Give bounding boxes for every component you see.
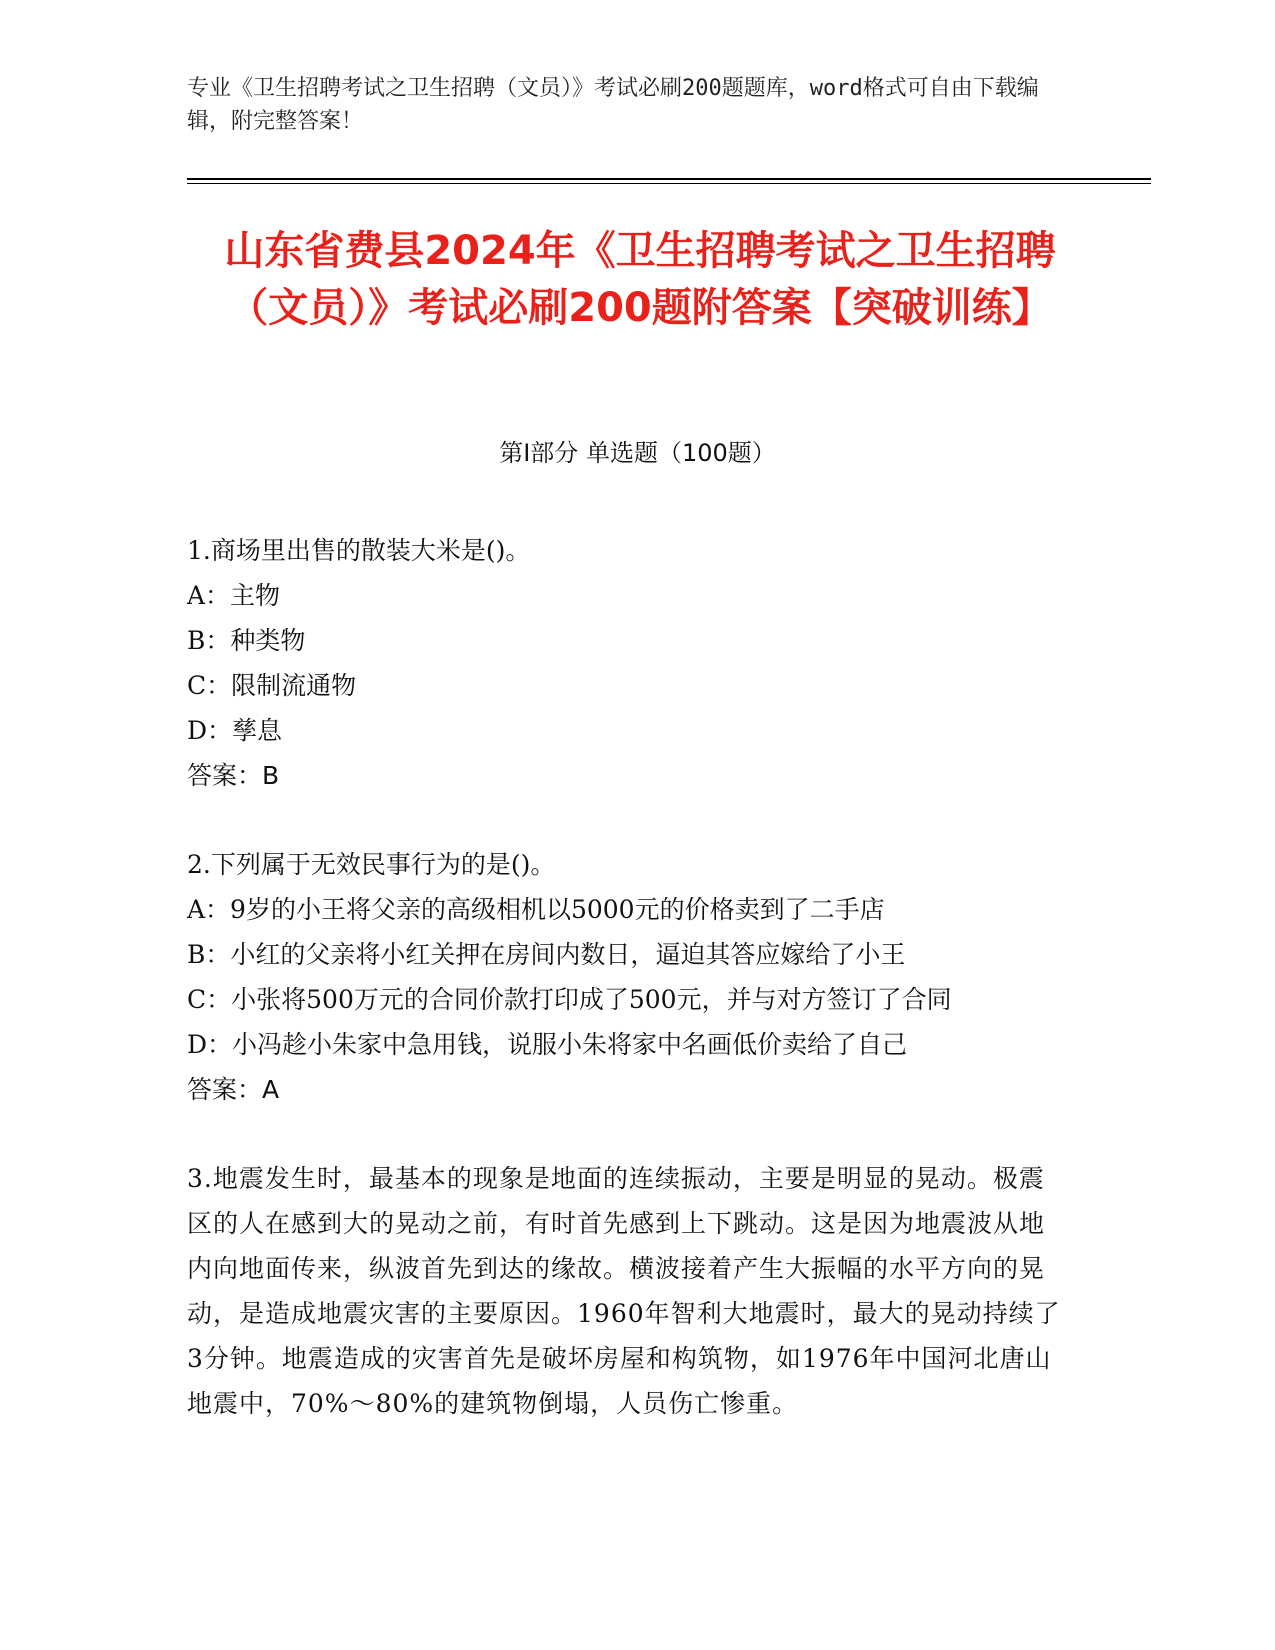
question-3 — [187, 1156, 1087, 1426]
question-text: 1.商场里出售的散装大米是()。 — [187, 536, 531, 565]
header-note: 专业《卫生招聘考试之卫生招聘（文员）》考试必刷200题题库，word格式可自由下载编辑，附完整答案！ — [187, 76, 1039, 134]
section-title: 第I部分 单选题（100题） — [499, 439, 776, 467]
header-divider-thin — [187, 183, 1151, 184]
question-text: 3.地震发生时，最基本的现象是地面的连续振动，主要是明显的晃动。极震区的人在感到大的晃动之前，有时首先感到上下跳动。这是因为地震波从地内向地面传来，纵波首先到达的缘故。横波接着产生大振幅的水平方向的晃动，是造成地震灾害的主要原因。1960年智利大地震时，最大的晃动持续了3分钟。地震造成的灾害首先是破坏房屋和构筑物，如1976年中国河北唐山地震中，70%～80%的建筑物倒塌，人员伤亡惨重。 — [187, 1164, 1061, 1418]
document-title: 山东省费县2024年《卫生招聘考试之卫生招聘（文员）》考试必刷200题附答案【突破训练】 — [224, 228, 1056, 331]
answer: 答案：B — [187, 761, 280, 790]
option-c: C：小张将500万元的合同价款打印成了500元，并与对方签订了合同 — [187, 985, 952, 1014]
option-c: C：限制流通物 — [187, 671, 357, 700]
option-a: A：9岁的小王将父亲的高级相机以5000元的价格卖到了二手店 — [187, 895, 885, 924]
header-divider-thick — [187, 178, 1151, 180]
question-text: 2.下列属于无效民事行为的是()。 — [187, 850, 556, 879]
question-2 — [187, 842, 1087, 1112]
answer: 答案：A — [187, 1075, 280, 1104]
option-b: B：种类物 — [187, 626, 306, 655]
option-d: D：孳息 — [187, 716, 283, 745]
question-1 — [187, 528, 1087, 798]
option-b: B：小红的父亲将小红关押在房间内数日，逼迫其答应嫁给了小王 — [187, 940, 906, 969]
option-d: D：小冯趁小朱家中急用钱，说服小朱将家中名画低价卖给了自己 — [187, 1030, 908, 1059]
option-a: A：主物 — [187, 581, 281, 610]
